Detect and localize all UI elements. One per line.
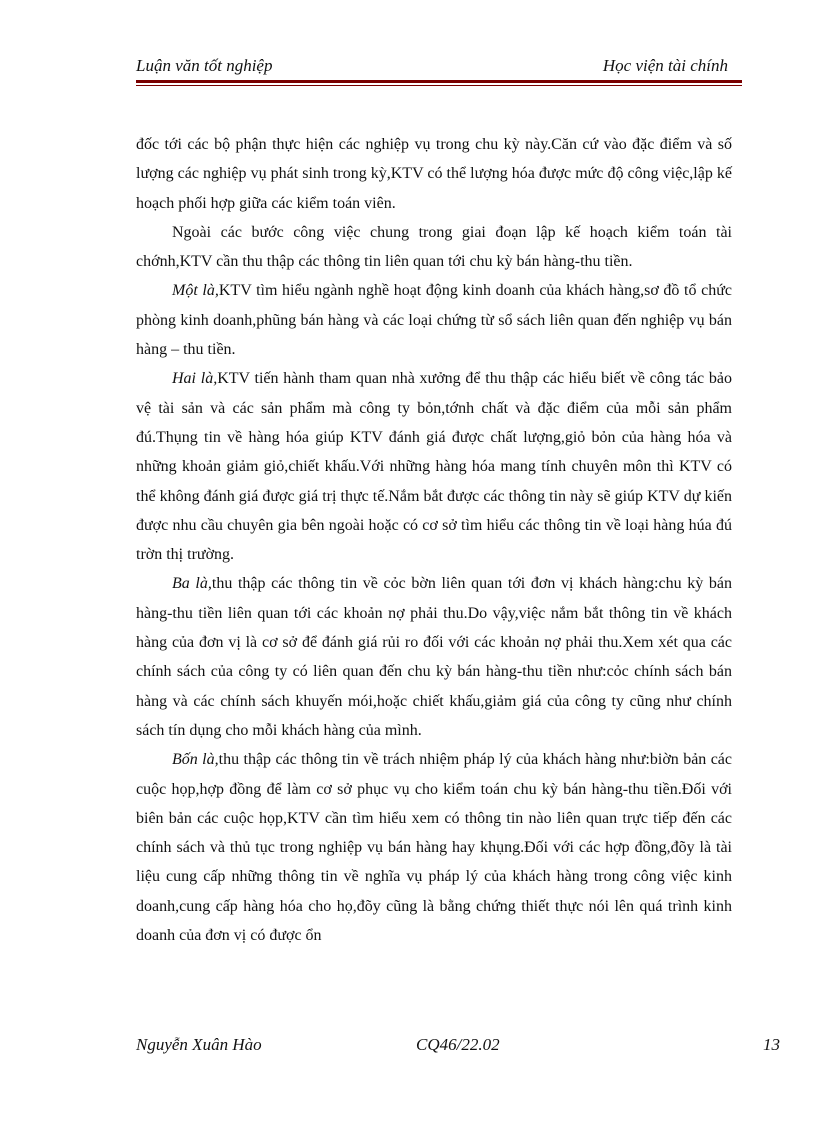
paragraph-bon-la bbox=[136, 745, 732, 950]
paragraph-lead: Ba là, bbox=[172, 575, 212, 593]
footer-author: Nguyễn Xuân Hào bbox=[136, 1035, 262, 1054]
paragraph-text: Ngoài các bước công việc chung trong giai đoạn lập kế hoạch kiểm toán tài chớnh,KTV cần thu thập các thông tin liên quan tới chu kỳ bán hàng-thu tiền. bbox=[136, 223, 732, 271]
body-text bbox=[136, 130, 732, 950]
paragraph-text: KTV tìm hiểu ngành nghề hoạt động kinh doanh của khách hàng,sơ đồ tổ chức phòng kinh doanh,phũng bán hàng và các loại chứng từ sổ sách liên quan đến nghiệp vụ bán hàng – thu tiền. bbox=[136, 282, 733, 359]
header-institution: Học viện tài chính bbox=[602, 56, 728, 75]
paragraph-text: KTV tiến hành tham quan nhà xưởng để thu thập các hiểu biết về công tác bảo vệ tài sản và các sản phẩm mà công ty bỏn,tớnh chất và đặc điểm của mỗi sản phẩm đú.Thụng tin về hàng hóa giúp KTV đánh giá được chất lượng,giỏ bỏn của hàng hóa và những khoản giảm giỏ,chiết khấu.Với những hàng hóa mang tính chuyên môn thì KTV có thể không đánh giá được giá trị thực tế.Nắm bắt được các thông tin này sẽ giúp KTV dự kiến được nhu cầu chuyên gia bên ngoài hoặc có cơ sở tìm hiểu các thông tin về loại hàng húa đú trờn thị trường. bbox=[136, 370, 733, 564]
page-footer bbox=[136, 1035, 780, 1057]
paragraph-lead: Một là, bbox=[172, 282, 219, 300]
paragraph-lead: Hai là, bbox=[172, 370, 218, 388]
paragraph-ba-la bbox=[136, 569, 732, 745]
paragraph-text: thu thập các thông tin về trách nhiệm pháp lý của khách hàng như:biờn bản các cuộc họp,hợp đồng để làm cơ sở phục vụ cho kiểm toán chu kỳ bán hàng-thu tiền.Đối với biên bản các cuộc họp,KTV cần tìm hiểu xem có thông tin nào liên quan trực tiếp đến các chính sách và thủ tục trong nghiệp vụ bán hàng hay khụng.Đối với các hợp đồng,đõy là tài liệu cung cấp những thông tin về nghĩa vụ pháp lý của khách hàng trong công việc kinh doanh,cung cấp hàng hóa cho họ,đõy cũng là bằng chứng thiết thực nói lên quá trình kinh doanh của đơn vị có được ổn bbox=[136, 751, 733, 945]
paragraph-continuation bbox=[136, 130, 732, 218]
header-rule-thin bbox=[136, 85, 742, 86]
paragraph-text: đốc tới các bộ phận thực hiện các nghiệp vụ trong chu kỳ này.Căn cứ vào đặc điểm và số lượng các nghiệp vụ phát sinh trong kỳ,KTV có thể lượng hóa được mức độ công việc,lập kế hoạch phối hợp giữa các kiểm toán viên. bbox=[136, 136, 732, 212]
footer-class-code: CQ46/22.02 bbox=[416, 1035, 500, 1054]
header-thesis-title: Luận văn tốt nghiệp bbox=[136, 56, 273, 75]
paragraph-text: thu thập các thông tin về cỏc bờn liên quan tới đơn vị khách hàng:chu kỳ bán hàng-thu tiền liên quan tới các khoản nợ phải thu.Do vậy,việc nắm bắt thông tin về khách hàng của đơn vị là cơ sở để đánh giá rủi ro đối với các khoản nợ phải thu.Xem xét qua các chính sách của công ty có liên quan đến chu kỳ bán hàng-thu tiền như:cỏc chính sách bán hàng và các chính sách khuyến mói,hoặc chiết khấu,giảm giá của công ty cũng như chính sách tín dụng cho mỗi khách hàng của mình. bbox=[136, 575, 733, 739]
paragraph-mot-la bbox=[136, 276, 732, 364]
page-header bbox=[136, 56, 742, 82]
paragraph-hai-la bbox=[136, 364, 732, 569]
page-number: 13 bbox=[763, 1035, 780, 1054]
paragraph-intro bbox=[136, 218, 732, 277]
header-rule-thick bbox=[136, 80, 742, 83]
paragraph-lead: Bốn là, bbox=[172, 751, 219, 769]
